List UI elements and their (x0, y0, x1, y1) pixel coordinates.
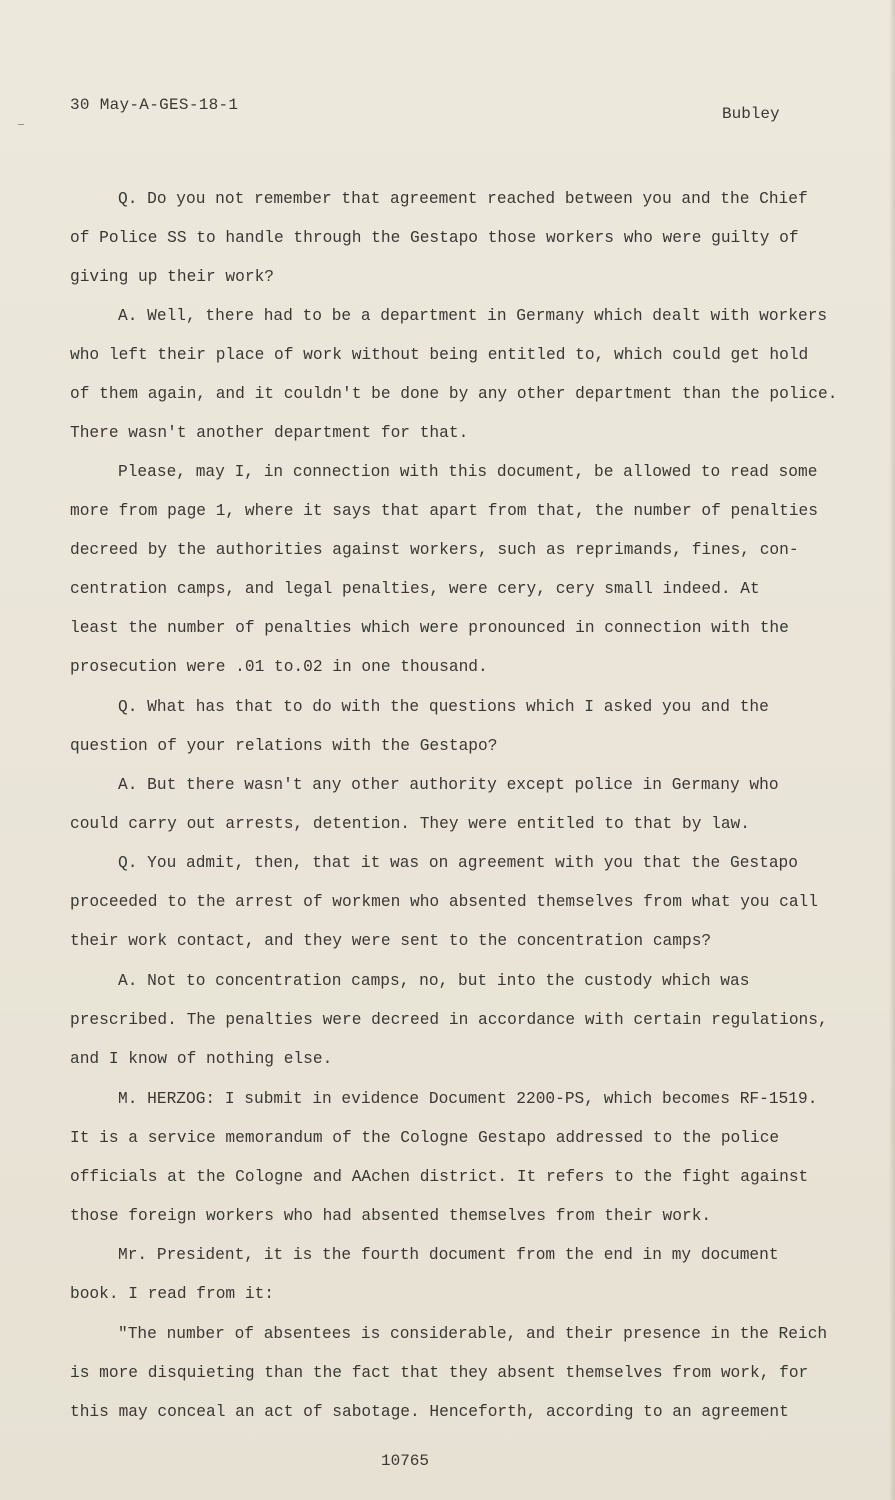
text-line: least the number of penalties which were pronounced in connection with the (70, 619, 789, 637)
text-line: of them again, and it couldn't be done by any other department than the police. (70, 385, 838, 403)
text-line: proceeded to the arrest of workmen who absented themselves from what you call (70, 893, 818, 911)
margin-mark (18, 124, 24, 125)
text-line: their work contact, and they were sent to the concentration camps? (70, 932, 712, 950)
text-line: There wasn't another department for that. (70, 424, 469, 442)
text-line: Please, may I, in connection with this document, be allowed to read some (118, 463, 818, 481)
page-number: 10765 (381, 1452, 430, 1470)
text-line: and I know of nothing else. (70, 1050, 333, 1068)
text-line: A. Well, there had to be a department in Germany which dealt with workers (118, 307, 828, 325)
text-line: question of your relations with the Gestapo? (70, 737, 498, 755)
text-line: who left their place of work without being entitled to, which could get hold (70, 346, 809, 364)
reporter-name: Bubley (722, 105, 780, 123)
document-reference: 30 May-A-GES-18-1 (70, 96, 239, 114)
text-line: prescribed. The penalties were decreed in accordance with certain regulations, (70, 1011, 828, 1029)
text-line: centration camps, and legal penalties, were cery, cery small indeed. At (70, 580, 760, 598)
text-line: Mr. President, it is the fourth document from the end in my document (118, 1246, 779, 1264)
text-line: giving up their work? (70, 268, 274, 286)
text-line: M. HERZOG: I submit in evidence Document 2200-PS, which becomes RF-1519. (118, 1090, 818, 1108)
text-line: is more disquieting than the fact that they absent themselves from work, for (70, 1364, 809, 1382)
text-line: more from page 1, where it says that apart from that, the number of penalties (70, 502, 818, 520)
text-line: It is a service memorandum of the Cologne Gestapo addressed to the police (70, 1129, 780, 1147)
text-line: prosecution were .01 to.02 in one thousand. (70, 658, 488, 676)
text-line: Q. What has that to do with the questions which I asked you and the (118, 698, 769, 716)
text-line: A. But there wasn't any other authority except police in Germany who (118, 776, 779, 794)
text-line: those foreign workers who had absented themselves from their work. (70, 1207, 712, 1225)
text-line: Q. You admit, then, that it was on agreement with you that the Gestapo (118, 854, 798, 872)
text-line: Q. Do you not remember that agreement reached between you and the Chief (118, 190, 808, 208)
text-line: could carry out arrests, detention. They were entitled to that by law. (70, 815, 750, 833)
text-line: decreed by the authorities against workers, such as reprimands, fines, con- (70, 541, 799, 559)
text-line: of Police SS to handle through the Gestapo those workers who were guilty of (70, 229, 799, 247)
text-line: A. Not to concentration camps, no, but into the custody which was (118, 972, 750, 990)
text-line: book. I read from it: (70, 1285, 274, 1303)
text-line: this may conceal an act of sabotage. Henceforth, according to an agreement (70, 1403, 789, 1421)
text-line: "The number of absentees is considerable, and their presence in the Reich (118, 1325, 828, 1343)
text-line: officials at the Cologne and AAchen district. It refers to the fight against (70, 1168, 809, 1186)
